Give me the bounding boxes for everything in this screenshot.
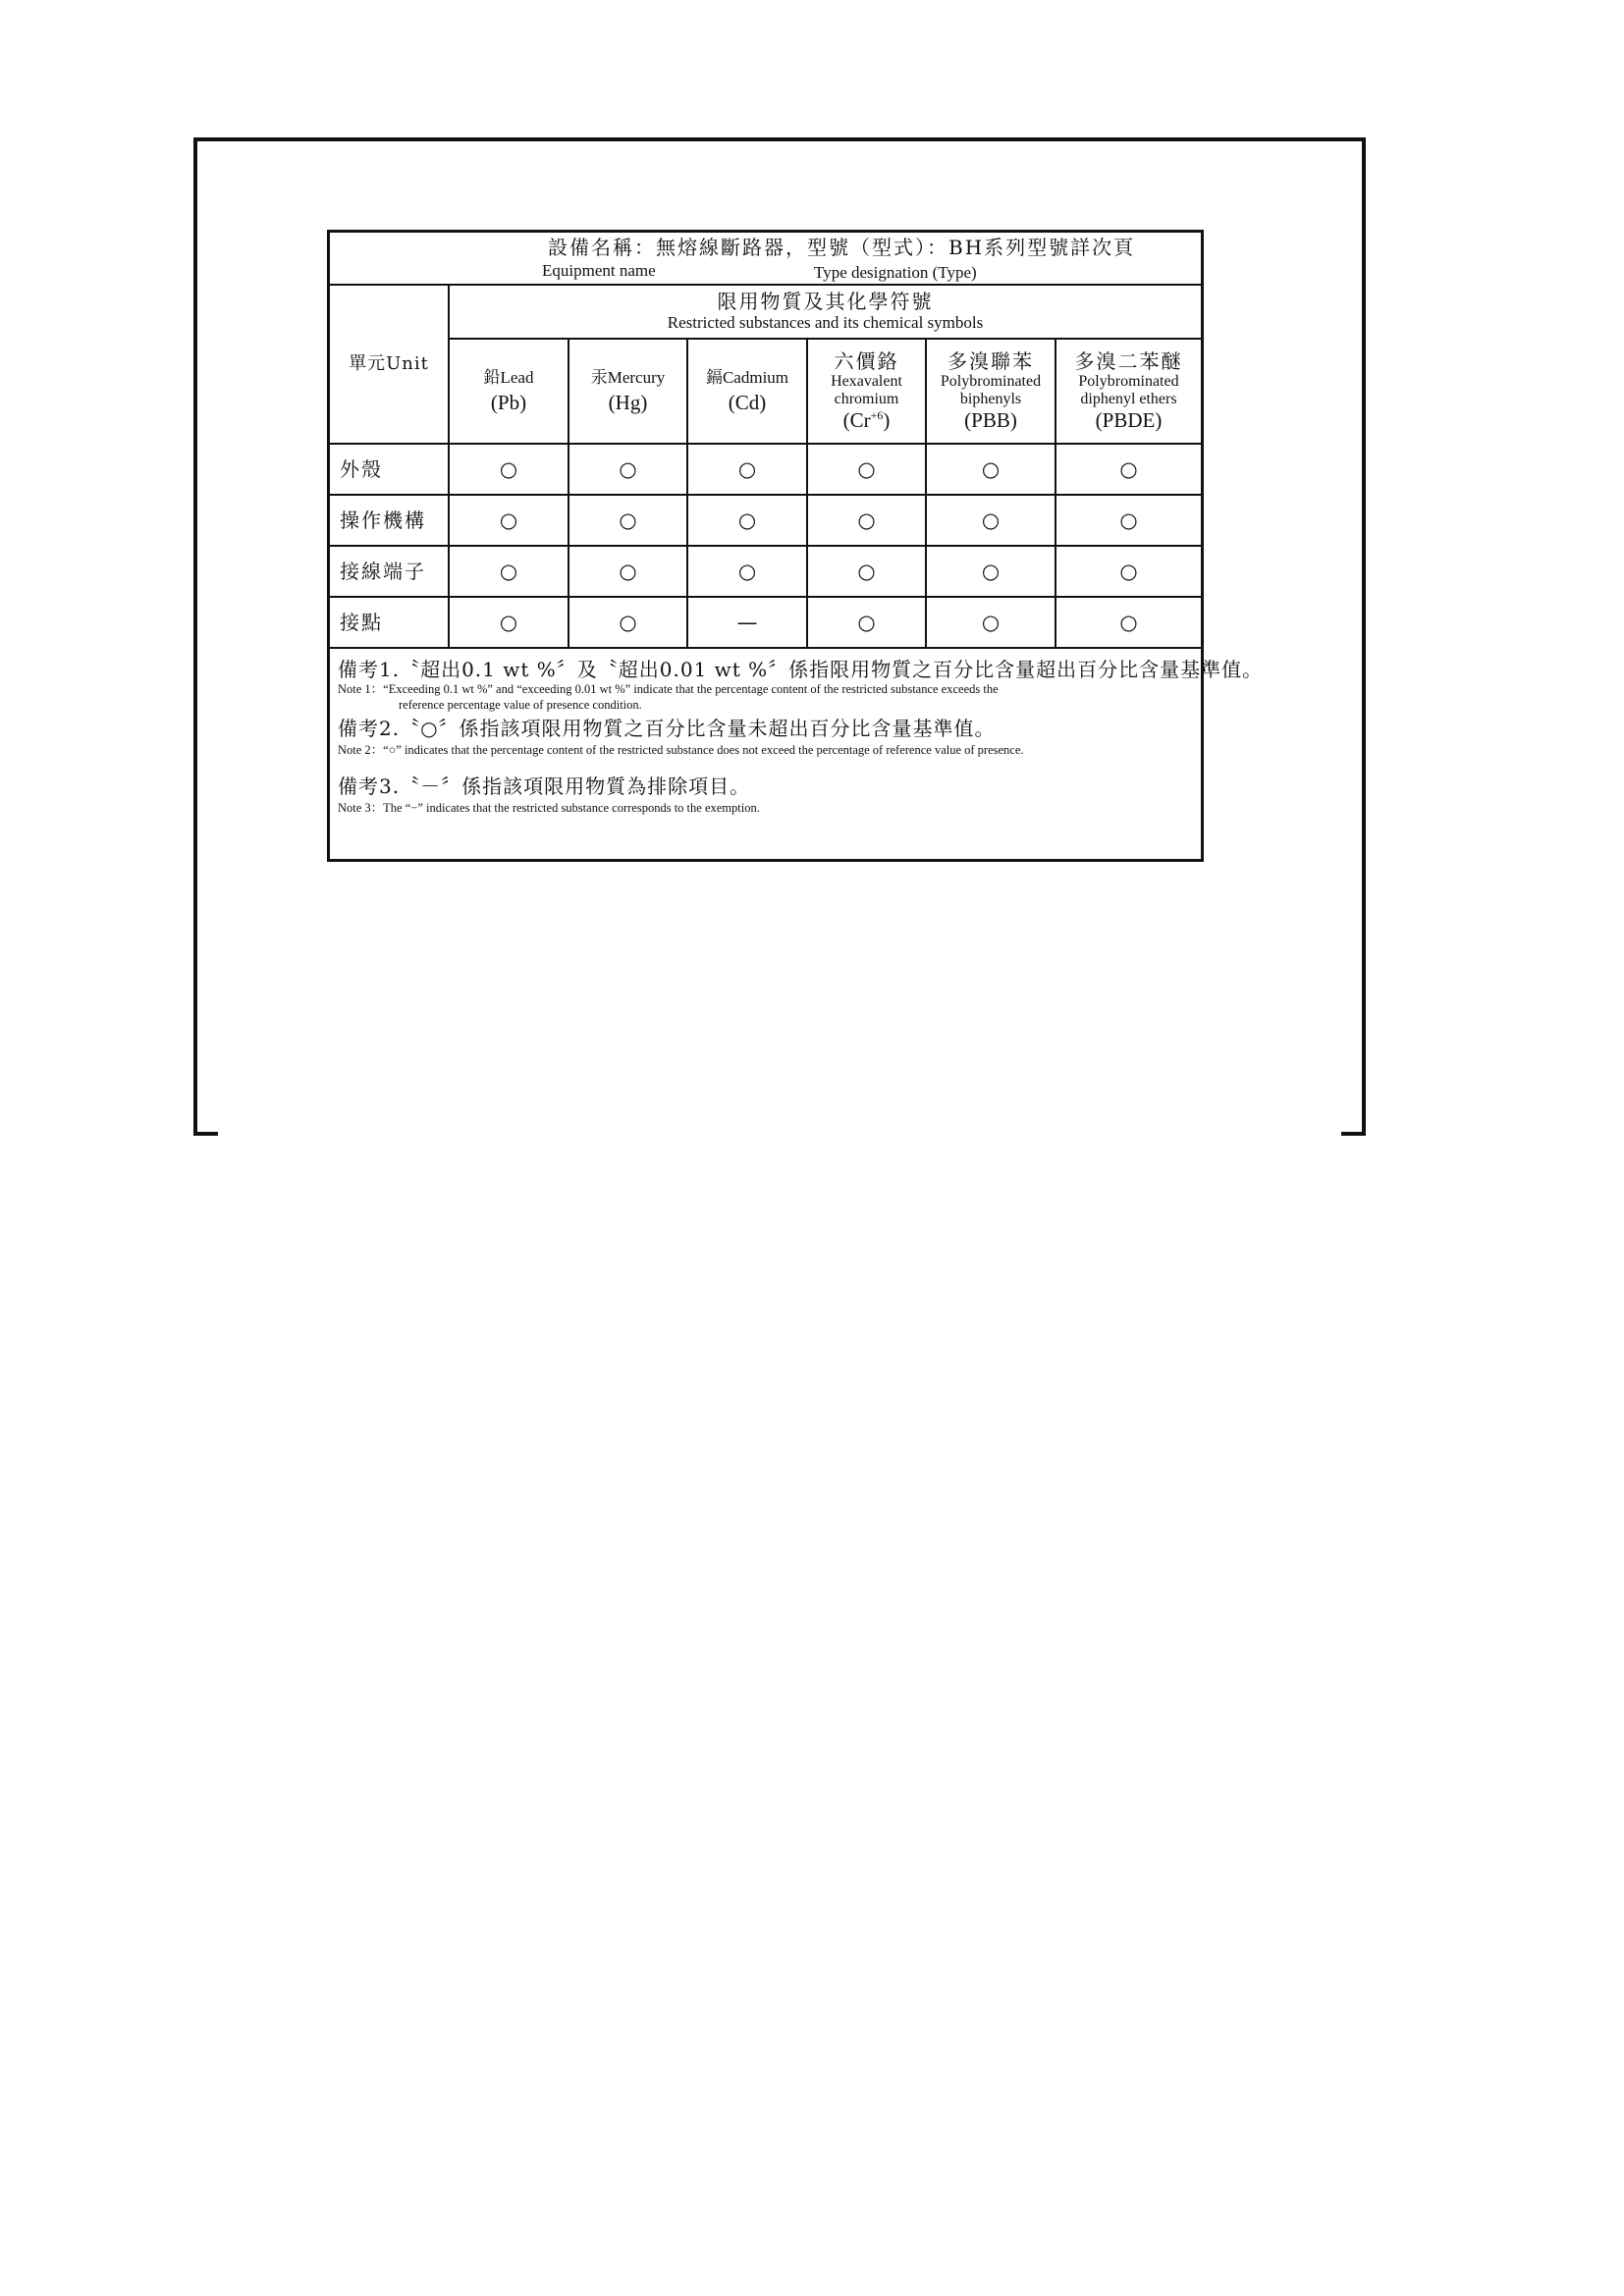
mark-cell: ○ — [807, 546, 926, 597]
mark-cell: ○ — [568, 546, 687, 597]
note-1-en-line1: Note 1：“Exceeding 0.1 wt %” and “exceeding 0.01 wt %” indicate that the percentage content of the restricted substance exceeds the — [338, 682, 999, 696]
notes-cell — [330, 648, 1264, 860]
substance-name: Hexavalent — [831, 372, 902, 390]
note-3-zh: 備考3.〝－〞係指該項限用物質為排除項目。 — [338, 774, 751, 798]
substance-name: 汞Mercury — [590, 367, 666, 387]
mark-cell: ○ — [568, 495, 687, 546]
substance-mercury — [568, 339, 687, 444]
note-1-zh: 備考1.〝超出0.1 wt %〞及〝超出0.01 wt %〞係指限用物質之百分比含量超出百分比含量基準值。 — [338, 658, 1264, 681]
mark-cell: ○ — [687, 495, 807, 546]
restricted-header-zh: 限用物質及其化學符號 — [717, 290, 934, 314]
unit-label: 外殼 — [340, 456, 383, 481]
substance-symbol: (Cd) — [728, 391, 767, 415]
mark-cell: ○ — [926, 495, 1056, 546]
note-2-zh: 備考2.〝○〞係指該項限用物質之百分比含量未超出百分比含量基準值。 — [338, 716, 996, 740]
substance-name-zh: 多溴二苯醚 — [1074, 348, 1183, 373]
rohs-declaration-table — [327, 230, 1264, 862]
mark-cell: ○ — [687, 444, 807, 495]
table-row — [330, 597, 1201, 648]
substance-name-line2: diphenyl ethers — [1080, 390, 1177, 407]
substance-name: 鎘Cadmium — [705, 367, 789, 387]
page-frame-tick-left — [193, 1132, 218, 1136]
mark-cell: ○ — [1056, 495, 1201, 546]
substance-symbol — [843, 408, 891, 432]
substance-hexavalent-chromium — [807, 339, 926, 444]
mark-cell: ○ — [1056, 546, 1201, 597]
symbol-text: (Cr — [842, 408, 871, 433]
unit-header: 單元Unit — [349, 352, 429, 374]
table-row — [330, 546, 1201, 597]
page-frame-left — [193, 137, 197, 1136]
mark-cell: ○ — [568, 444, 687, 495]
equipment-name-label: Equipment name — [542, 261, 656, 280]
substance-name-zh: 多溴聯苯 — [947, 348, 1034, 373]
note-3-en: Note 3：The “−” indicates that the restricted substance corresponds to the exemption. — [338, 800, 760, 815]
substance-name-zh: 六價鉻 — [834, 348, 899, 373]
mark-cell: ○ — [449, 444, 568, 495]
substance-pbde — [1056, 339, 1201, 444]
unit-label: 操作機構 — [340, 507, 426, 532]
equipment-title: 設備名稱：無熔線斷路器，型號（型式）：BH系列型號詳次頁 — [548, 236, 1136, 259]
unit-cell — [330, 597, 449, 648]
unit-label: 接點 — [340, 610, 383, 634]
mark-cell: ○ — [926, 546, 1056, 597]
mark-cell: ○ — [449, 546, 568, 597]
mark-cell: ○ — [807, 444, 926, 495]
mark-cell: ○ — [449, 597, 568, 648]
mark-cell: ○ — [926, 597, 1056, 648]
restricted-header-en: Restricted substances and its chemical symbols — [667, 313, 984, 333]
substance-symbol: (PBB) — [964, 408, 1017, 433]
page-frame-right — [1362, 137, 1366, 1136]
type-designation-label: Type designation (Type) — [814, 263, 977, 282]
mark-cell: — — [687, 597, 807, 648]
substance-pbb — [926, 339, 1056, 444]
page-frame-tick-right — [1341, 1132, 1366, 1136]
substance-symbol: (Hg) — [608, 391, 648, 415]
substance-table — [330, 233, 1264, 861]
table-row — [330, 444, 1201, 495]
mark-cell: ○ — [807, 597, 926, 648]
unit-label: 接線端子 — [340, 559, 426, 583]
unit-cell — [330, 546, 449, 597]
mark-cell: ○ — [807, 495, 926, 546]
equipment-title-cell — [330, 233, 1201, 285]
mark-cell: ○ — [568, 597, 687, 648]
unit-header-cell — [330, 285, 449, 444]
symbol-superscript: +6 — [870, 408, 884, 423]
table-row — [330, 495, 1201, 546]
mark-cell: ○ — [926, 444, 1056, 495]
unit-cell — [330, 495, 449, 546]
note-1-en-line2: reference percentage value of presence condition. — [399, 698, 642, 713]
substance-name-line2: biphenyls — [959, 390, 1022, 407]
substance-name-line2: chromium — [834, 390, 899, 407]
substance-symbol: (PBDE) — [1095, 408, 1163, 433]
restricted-header-cell — [449, 285, 1201, 339]
substance-name: Polybrominated — [940, 372, 1042, 390]
mark-cell: ○ — [449, 495, 568, 546]
note-2-en: Note 2：“○” indicates that the percentage content of the restricted substance does not exceed the percentage of reference value of presence. — [338, 742, 1024, 757]
unit-cell — [330, 444, 449, 495]
page-frame-top — [193, 137, 1366, 141]
substance-symbol: (Pb) — [490, 391, 527, 415]
substance-name: 鉛Lead — [483, 367, 534, 387]
mark-cell: ○ — [1056, 444, 1201, 495]
substance-cadmium — [687, 339, 807, 444]
mark-cell: ○ — [1056, 597, 1201, 648]
note-1-en — [338, 681, 1193, 714]
substance-name: Polybrominated — [1078, 372, 1179, 390]
mark-cell: ○ — [687, 546, 807, 597]
symbol-close: ) — [883, 408, 891, 433]
substance-lead — [449, 339, 568, 444]
